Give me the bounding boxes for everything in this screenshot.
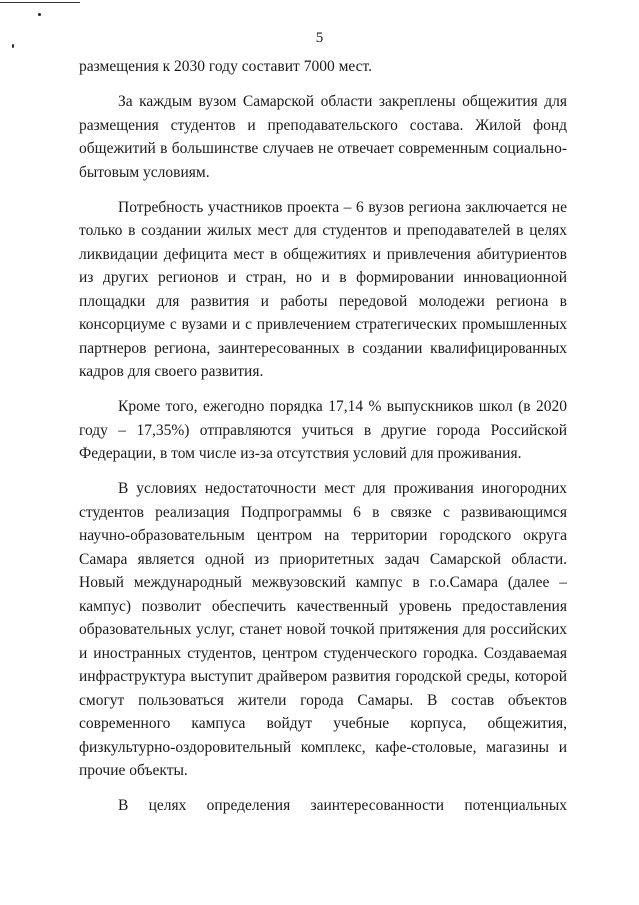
body-text — [79, 55, 567, 818]
paragraph: Кроме того, ежегодно порядка 17,14 % выпускников школ (в 2020 году – 17,35%) отправляются учиться в другие города Российской Федерации, в том числе из-за отсутствия условий для проживания. — [79, 398, 567, 462]
page-number: 5 — [315, 30, 324, 46]
scan-speck — [38, 13, 41, 16]
paragraph: За каждым вузом Самарской области закреплены общежития для размещения студентов и преподавательского состава. Жилой фонд общежитий в большинстве случаев не отвечает современным социально-бытовым условиям. — [79, 93, 567, 181]
paragraph: В условиях недостаточности мест для проживания иногородних студентов реализация Подпрограммы 6 в связке с развивающимся научно-образовательным центром на территории городского округа Самара является одной из приоритетных задач Самарской области. Новый международный межвузовский кампус в г.о.Самара (далее – кампус) позволит обеспечить качественный уровень предоставления образовательных услуг, станет новой точкой притяжения для российских и иностранных студентов, центром студенческого городка. Создаваемая инфраструктура выступит драйвером развития городской среды, которой смогут пользоваться жители города Самары. В состав объектов современного кампуса войдут учебные корпуса, общежития, физкультурно-оздоровительный комплекс, кафе-столовые, магазины и прочие объекты. — [79, 480, 567, 779]
paragraph: В целях определения заинтересованности потенциальных — [118, 797, 567, 814]
scan-artifact-line — [0, 2, 80, 3]
paragraph: размещения к 2030 году составит 7000 мест. — [79, 58, 373, 75]
paragraph: Потребность участников проекта – 6 вузов региона заключается не только в создании жилых мест для студентов и преподавателей в целях ликвидации дефицита мест в общежитиях и привлечения абитуриентов из других регионов и стран, но и в формировании инновационной площадки для развития и работы передовой молодежи региона в консорциуме с вузами и с привлечением стратегических промышленных партнеров региона, заинтересованных в создании квалифицированных кадров для своего развития. — [79, 198, 567, 380]
